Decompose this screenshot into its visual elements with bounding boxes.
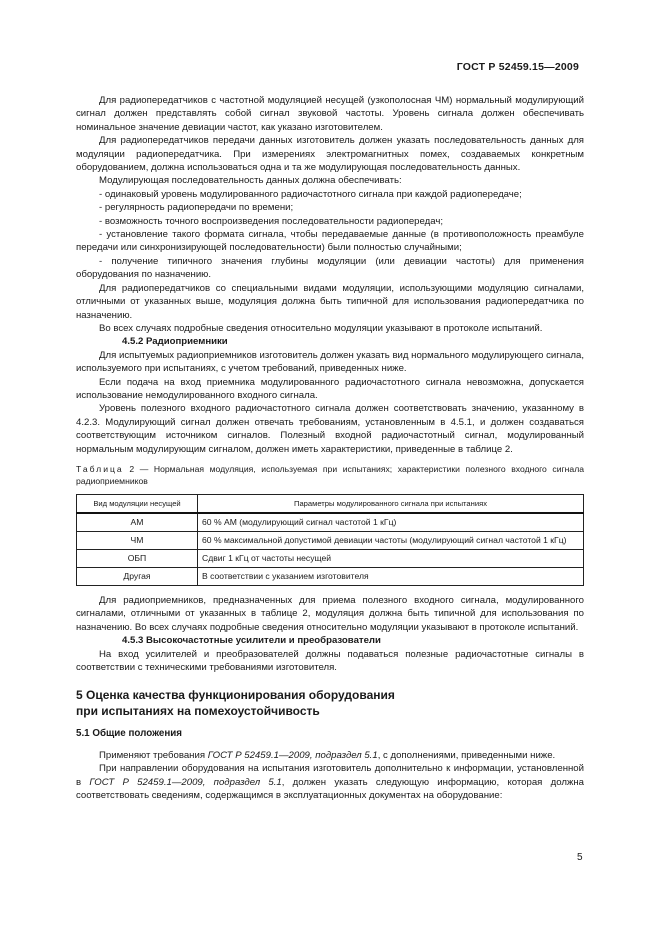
- list-item: - получение типичного значения глубины модуляции (или девиации частоты) для применения оборудования по назначению.: [76, 255, 584, 281]
- standard-reference: ГОСТ Р 52459.1—2009, подраздел 5.1: [207, 749, 378, 761]
- table-row: [77, 531, 584, 549]
- paragraph: Если подача на вход приемника модулированного радиочастотного сигнала невозможна, допускается использование немодулированного входного сигнала.: [76, 376, 584, 401]
- paragraph: На вход усилителей и преобразователей должны подаваться полезные радиочастотные сигналы в соответствии с техническими требованиями изготовителя.: [76, 648, 584, 673]
- modulation-type-cell: Другая: [77, 567, 198, 585]
- parameters-cell: В соответствии с указанием изготовителя: [198, 567, 584, 585]
- table-caption: [76, 463, 584, 487]
- text-run: Применяют требования: [99, 749, 208, 761]
- paragraph: Модулирующая последовательность данных должна обеспечивать:: [99, 175, 402, 187]
- text-run: , с дополнениями, приведенными ниже.: [377, 749, 556, 761]
- standard-reference: ГОСТ Р 52459.1—2009, подраздел 5.1: [89, 776, 282, 788]
- modulation-type-cell: АМ: [77, 513, 198, 532]
- parameters-cell: Сдвиг 1 кГц от частоты несущей: [198, 549, 584, 567]
- paragraph: [76, 749, 584, 762]
- paragraph: Для радиоприемников, предназначенных для приема полезного входного сигнала, модулированного сигналами, отличными от указанных в таблице 2, модуляция должна быть типичной для использования по назначению. Во всех случаях подробные сведения относительно модуляции указывают в протоколе испытаний.: [76, 594, 584, 633]
- paragraph: Для радиопередатчиков со специальными видами модуляции, использующими модуляцию сигналами, отличными от указанных выше, модуляция должна быть типичной для использования радиопередатчика по назначению.: [76, 282, 584, 321]
- column-header: Параметры модулированного сигнала при испытаниях: [198, 494, 584, 513]
- table-row: [77, 549, 584, 567]
- modulation-table: [76, 494, 584, 586]
- column-header: Вид модуляции несущей: [77, 494, 198, 513]
- section-5-title: [76, 687, 584, 719]
- table-header-row: [77, 494, 584, 513]
- list-item: - возможность точного воспроизведения последовательности радиопередач;: [99, 215, 444, 227]
- paragraph: Для радиопередатчиков передачи данных изготовитель должен указать последовательность данных для модуляции радиопередатчика. При измерениях электромагнитных помех, создаваемых конкретным оборудованием, должна использоваться одна и та же модулирующая последовательность данных.: [76, 135, 584, 174]
- document-header: ГОСТ Р 52459.15—2009: [456, 61, 579, 73]
- page-number: 5: [577, 852, 583, 863]
- section-title-line: 5 Оценка качества функционирования оборудования: [76, 688, 395, 703]
- subsection-heading-4-5-2: 4.5.2 Радиоприемники: [122, 336, 228, 348]
- modulation-type-cell: ОБП: [77, 549, 198, 567]
- paragraph: Во всех случаях подробные сведения относительно модуляции указывают в протоколе испытаний.: [99, 322, 543, 334]
- subsection-heading-5-1: 5.1 Общие положения: [76, 728, 183, 740]
- text-run: , должен указать следующую информацию, которая должна соответствовать сведениям, содержащимся в эксплуатационных документах на оборудование:: [76, 776, 584, 802]
- section-title-line: при испытаниях на помехоустойчивость: [76, 704, 320, 719]
- parameters-cell: 60 % максимальной допустимой девиации частоты (модулирующий сигнал частотой 1 кГц): [198, 531, 584, 549]
- document-body: [76, 94, 584, 802]
- paragraph: Для радиопередатчиков с частотной модуляцией несущей (узкополосная ЧМ) нормальный модулирующий сигнал должен представлять собой сигнал звуковой частоты. Уровень сигнала должен обеспечивать номинальное значение девиации частот, как указано изготовителем.: [76, 95, 584, 133]
- modulation-type-cell: ЧМ: [77, 531, 198, 549]
- paragraph: Для испытуемых радиоприемников изготовитель должен указать вид нормального модулирующего сигнала, используемого при испытаниях, с учетом требований, приведенных ниже.: [76, 349, 584, 375]
- table-caption-text: 2 — Нормальная модуляция, используемая при испытаниях; характеристики полезного входного сигнала радиоприемников: [76, 463, 584, 486]
- list-item: - одинаковый уровень модулированного радиочастотного сигнала при каждой радиопередаче;: [99, 188, 522, 200]
- list-item: - установление такого формата сигнала, чтобы передаваемые данные (в противоположность преамбуле передачи или синхронизирующей последовательности) были полностью случайными;: [76, 229, 584, 254]
- table-row: [77, 567, 584, 585]
- paragraph: Уровень полезного входного радиочастотного сигнала должен соответствовать значению, указанному в 4.2.3. Модулирующий сигнал должен отвечать требованиям, установленным в 4.5.1, и должен создаваться соответствующим источником сигналов. Полезный входной радиочастотный сигнал, модулированный нормальным модулирующим сигналом, должен иметь характеристики, приведенные в таблице 2.: [76, 403, 584, 455]
- table-caption-label: Таблица: [76, 463, 124, 474]
- table-row: [77, 513, 584, 532]
- subsection-heading-4-5-3: 4.5.3 Высокочастотные усилители и преобразователи: [122, 635, 381, 647]
- paragraph: [76, 762, 584, 802]
- parameters-cell: 60 % АМ (модулирующий сигнал частотой 1 кГц): [198, 513, 584, 532]
- text-run: При направлении оборудования на испытания изготовитель дополнительно к информации, установленной в: [76, 763, 584, 788]
- list-item: - регулярность радиопередачи по времени;: [99, 202, 294, 214]
